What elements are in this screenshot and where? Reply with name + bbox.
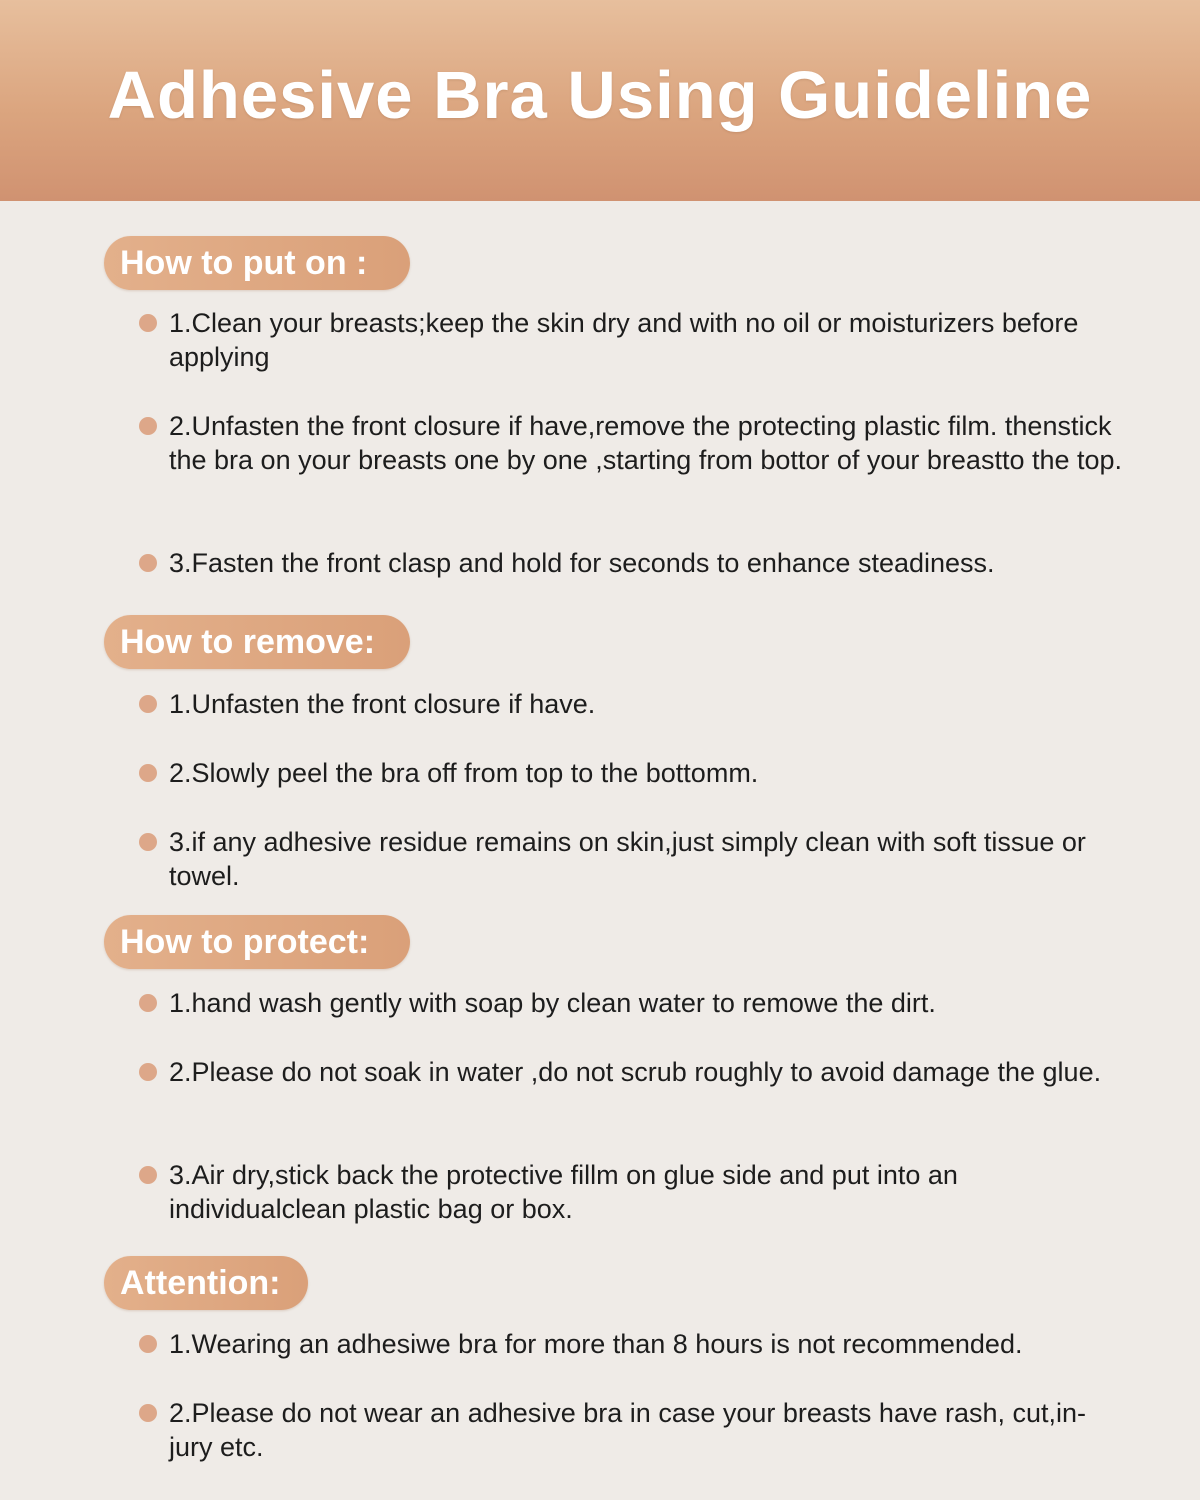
section-heading-put-on: How to put on : <box>104 236 410 290</box>
list-item <box>169 409 1129 477</box>
bullet-dot-icon <box>139 554 157 572</box>
page-title: Adhesive Bra Using Guideline <box>107 58 1093 133</box>
title-banner <box>0 0 1200 201</box>
list-item-text: 3.Air dry,stick back the protective fillm on glue side and put into an individualclean plastic bag or box. <box>169 1160 958 1224</box>
list-item-text: 3.if any adhesive residue remains on skin,just simply clean with soft tissue or towel. <box>169 827 1086 891</box>
list-item <box>169 986 1129 1020</box>
bullet-dot-icon <box>139 1166 157 1184</box>
bullet-dot-icon <box>139 314 157 332</box>
bullet-dot-icon <box>139 764 157 782</box>
bullet-dot-icon <box>139 1063 157 1081</box>
list-item <box>169 687 1129 721</box>
list-item <box>169 1158 1129 1226</box>
list-item <box>169 825 1129 893</box>
list-item <box>169 1396 1129 1464</box>
list-item-text: 2.Unfasten the front closure if have,remove the protecting plastic film. thenstick the bra on your breasts one by one ,starting from bottor of your breastto the top. <box>169 411 1123 475</box>
section-heading-remove: How to remove: <box>104 615 410 669</box>
section-heading-attention: Attention: <box>104 1256 308 1310</box>
list-item <box>169 756 1129 790</box>
bullet-dot-icon <box>139 695 157 713</box>
list-item <box>169 1327 1129 1361</box>
section-heading-protect: How to protect: <box>104 915 410 969</box>
list-item-text: 1.Wearing an adhesiwe bra for more than 8 hours is not recommended. <box>169 1329 1023 1359</box>
bullet-dot-icon <box>139 994 157 1012</box>
list-item-text: 1.hand wash gently with soap by clean water to remowe the dirt. <box>169 988 936 1018</box>
list-item-text: 1.Unfasten the front closure if have. <box>169 689 596 719</box>
list-item <box>169 306 1129 374</box>
list-item-text: 3.Fasten the front clasp and hold for seconds to enhance steadiness. <box>169 548 995 578</box>
bullet-dot-icon <box>139 833 157 851</box>
bullet-dot-icon <box>139 417 157 435</box>
list-item-text: 1.Clean your breasts;keep the skin dry and with no oil or moisturizers before applying <box>169 308 1079 372</box>
bullet-dot-icon <box>139 1335 157 1353</box>
list-item <box>169 546 1129 580</box>
list-item-text: 2.Slowly peel the bra off from top to the bottomm. <box>169 758 759 788</box>
list-item <box>169 1055 1129 1089</box>
list-item-text: 2.Please do not soak in water ,do not scrub roughly to avoid damage the glue. <box>169 1057 1102 1087</box>
list-item-text: 2.Please do not wear an adhesive bra in case your breasts have rash, cut,in-jury etc. <box>169 1398 1087 1462</box>
bullet-dot-icon <box>139 1404 157 1422</box>
